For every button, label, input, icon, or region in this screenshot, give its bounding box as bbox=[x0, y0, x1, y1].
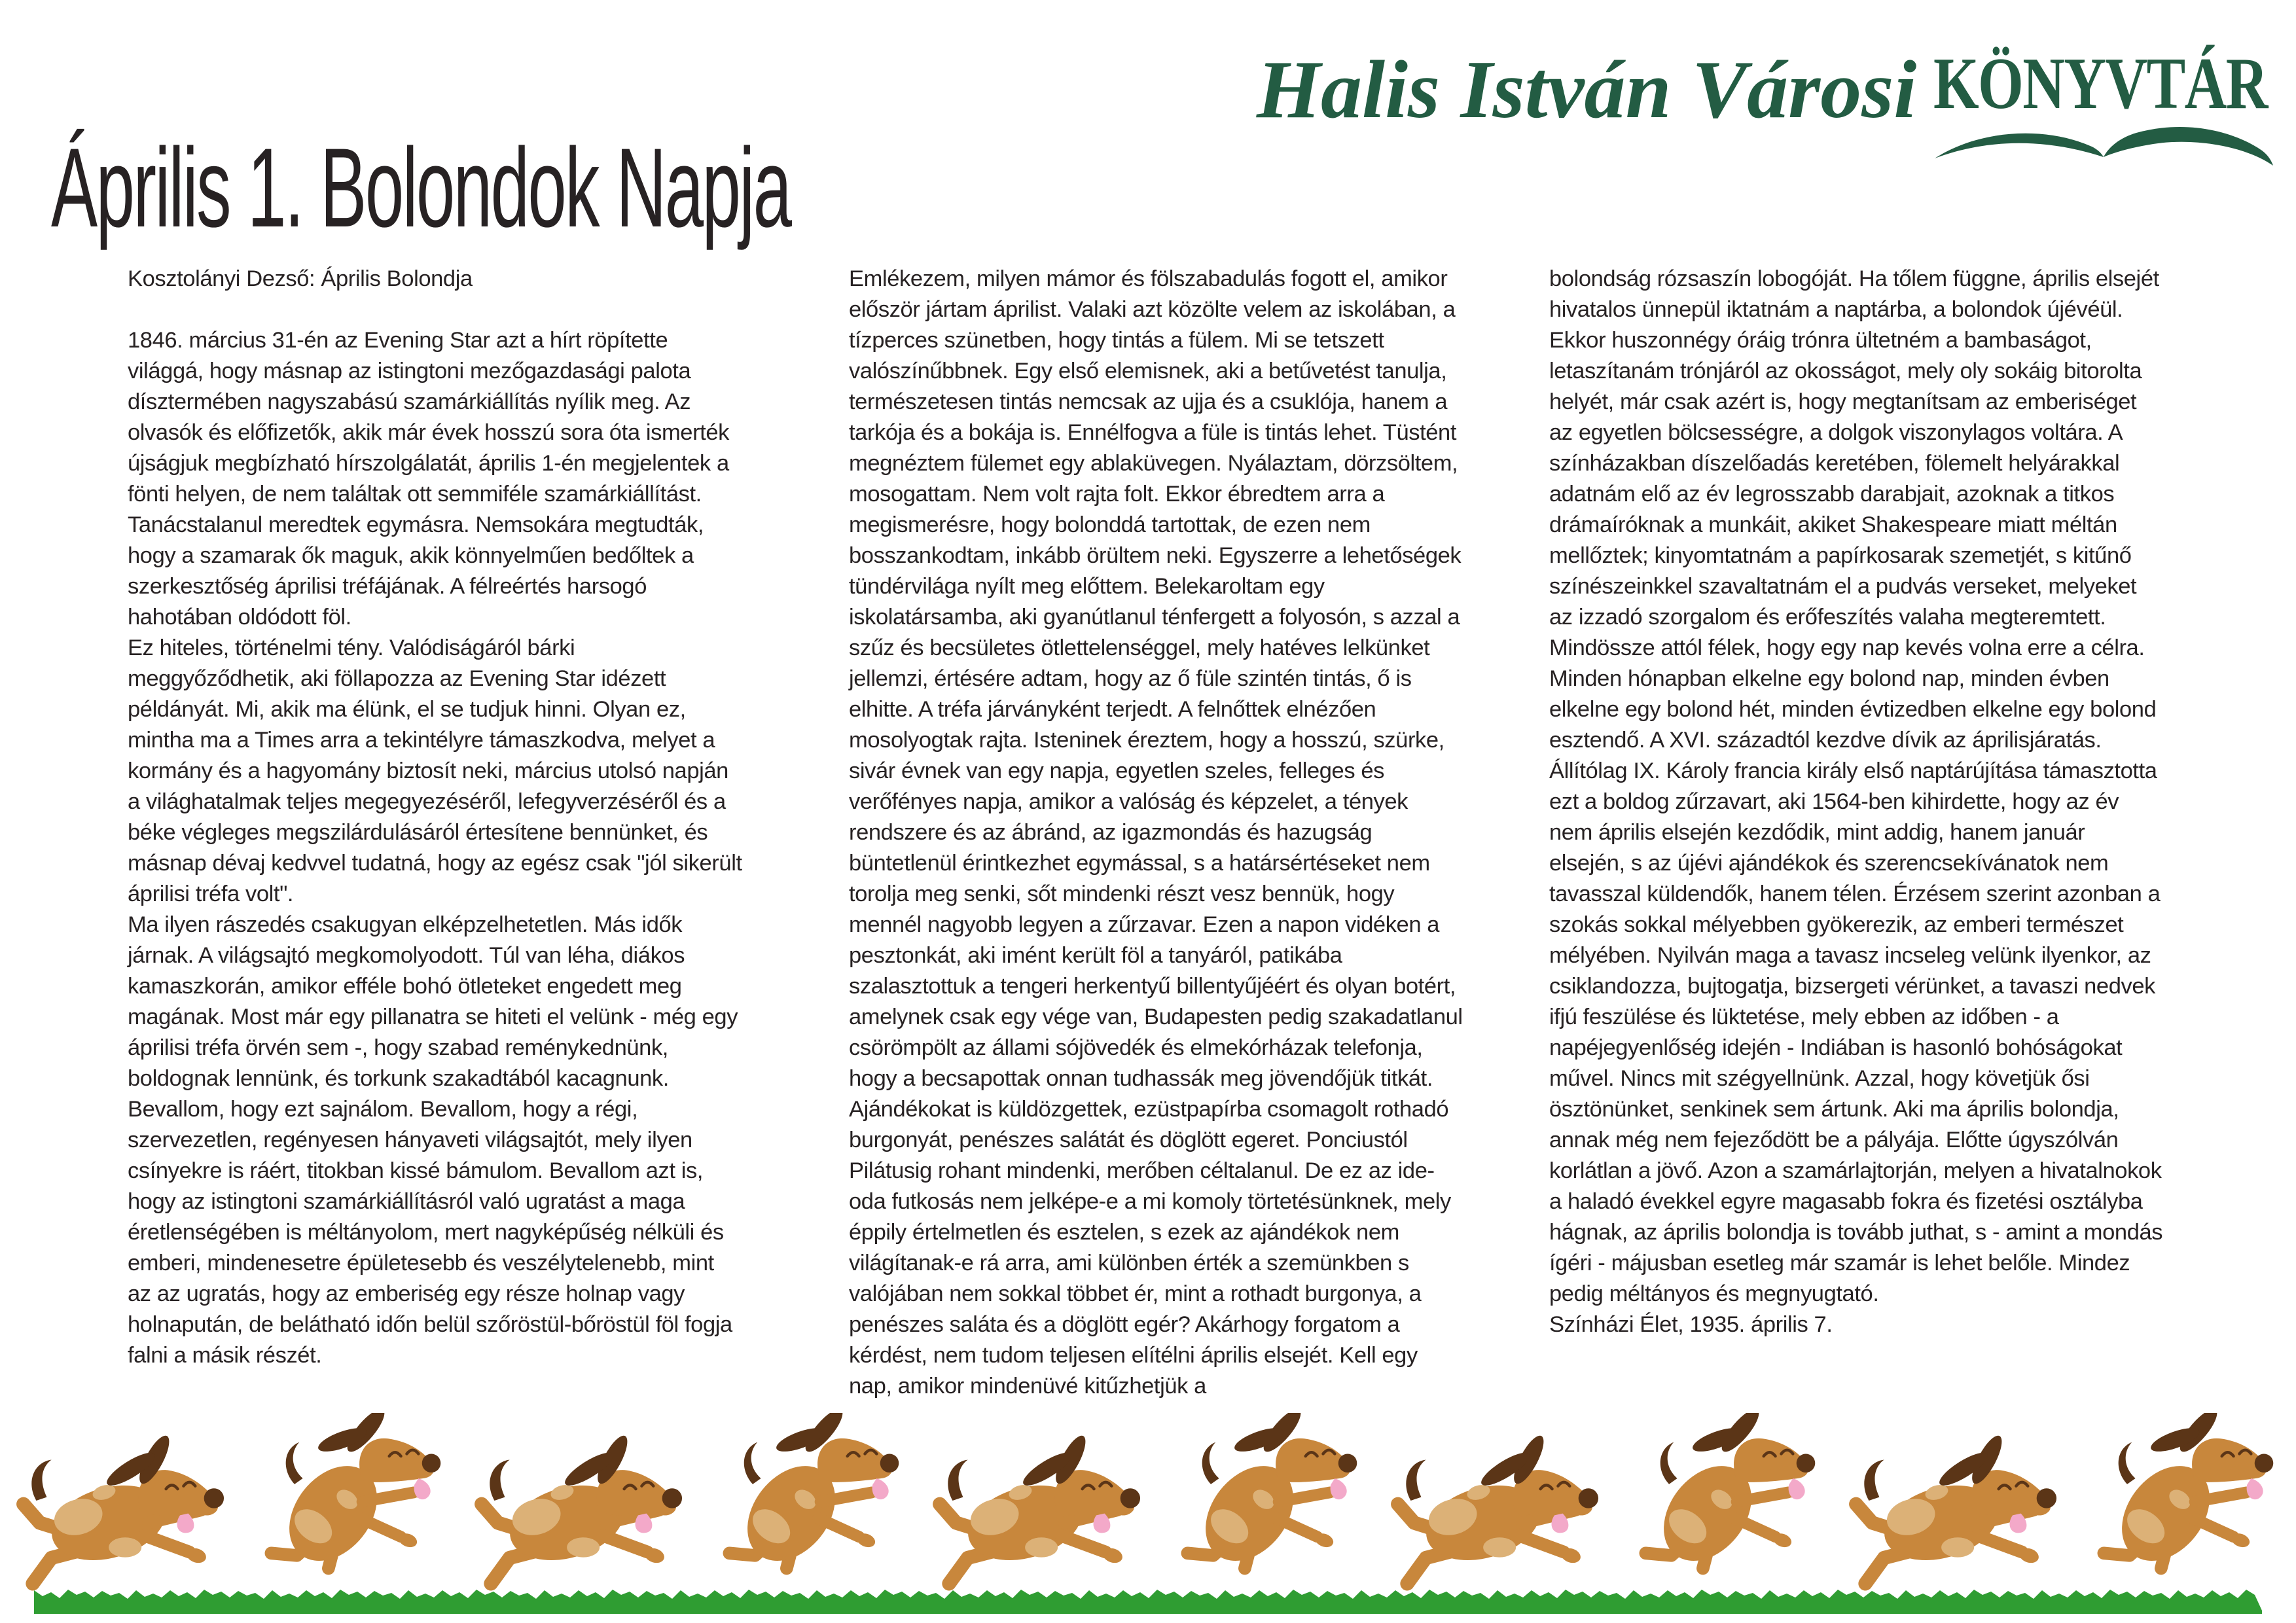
running-dog-stretched bbox=[1844, 1435, 2062, 1599]
running-dog-upright bbox=[699, 1413, 916, 1577]
text-column-3 bbox=[1549, 264, 2164, 1340]
article-paragraph: Ez hiteles, történelmi tény. Valódiságáról bárki meggyőződhetik, aki föllapozza az Evening Star idézett példányát. Mi, akik ma élünk, el se tudjuk hinni. Olyan ez, mintha ma a Times arra a tekintélyre támaszkodva, melyet a kormány és a hagyomány biztosít neki, március utolsó napján a világhatalmak teljes megegyezéséről, lefegyverzéséről és a béke végleges megszilárdulásáról értesítene bennünket, és másnap dévaj kedvvel tudatná, hogy az egész csak "jól sikerült áprilisi tréfa volt". bbox=[128, 635, 742, 906]
page-title: Április 1. Bolondok Napja bbox=[51, 125, 791, 251]
running-dog-upright bbox=[1615, 1413, 1833, 1577]
article-paragraph: Emlékezem, milyen mámor és fölszabadulás fogott el, amikor először jártam áprilist. Valaki azt közölte velem az iskolában, a tízperces szünetben, hogy tintás a fülem. Mi se tetszett valószínűbbnek. Egy első elemisnek, aki a betűvetést tanulja, természetesen tintás nemcsak az ujja és a csuklója, hanem a tarkója és a bokája is. Ennélfogva a füle is tintás lehet. Tüstént megnéztem fülemet egy ablaküvegen. Nyálaztam, dörzsöltem, mosogattam. Nem volt rajta folt. Ekkor ébredtem arra a megismerésre, hogy bolonddá tartottak, de ezen nem bosszankodtam, inkább örültem neki. Egyszerre a lehetőségek tündérvilága nyílt meg előttem. Belekaroltam egy iskolatársamba, aki gyanútlanul ténfergett a folyosón, s azzal a szűz és becsületes ötlettelenséggel, mely hatéves lelkünket jellemzi, értésére adtam, hogy az ő füle szintén tintás, ő is elhitte. A tréfa járványként terjedt. A felnőttek elnézően mosolyogtak rajta. Isteninek éreztem, hogy a hosszú, szürke, sivár évnek van egy napja, egyetlen szeles, felleges és verőfényes napja, amikor a valóság és képzelet, a tények rendszere és az ábránd, az igazmondás és hazugság büntetlenül érintkezhet egymással, s a határsértéseket nem torolja meg senki, sőt mindenki részt vesz bennük, hogy mennél nagyobb legyen a zűrzavar. Ezen a napon vidéken a pesztonkát, aki imént került föl a tanyáról, patikába szalasztottuk a tengeri herkentyű billentyűjéért és olyan botért, amelynek csak egy vége van, Budapesten pedig szakadatlanul csörömpölt az állami sójövedék és elmekórházak telefonja, hogy a becsapottak onnan tudhassák meg jövendőjük titkát. Ajándékokat is küldözgettek, ezüstpapírba csomagolt rothadó burgonyát, penészes salátát és döglött egeret. Ponciustól Pilátusig rohant mindenki, merőben céltalanul. De ez az ide-oda futkosás nem jelképe-e a mi komoly törtetésünknek, mely éppily értelmetlen és esztelen, s ezek az ajándékok nem világítanak-e rá arra, ami különben érték a szemünkben s valójában nem sokkal többet ér, mint a rothadt burgonya, a penészes saláta és a döglött egér? Akárhogy forgatom a kérdést, nem tudom teljesen elítélni április elsejét. Kell egy nap, amikor mindenüvé kitűzhetjük a bbox=[849, 266, 1463, 1399]
grass-strip bbox=[34, 1589, 2262, 1614]
running-dog-upright bbox=[241, 1413, 458, 1577]
library-logo bbox=[1257, 43, 2268, 166]
running-dog-upright bbox=[1157, 1413, 1374, 1577]
library-name-caps-block bbox=[1933, 43, 2296, 166]
article-paragraph: 1846. március 31-én az Evening Star azt a hírt röpítette világgá, hogy másnap az istingtoni mezőgazdasági palota dísztermében nagyszabású szamárkiállítás nyílik meg. Az olvasók és előfizetők, akik már évek hosszú sora óta ismerték újságjuk megbízható hírszolgálatát, április 1-én megjelentek a fönti helyen, de nem találtak ott semmiféle szamárkiállítást. Tanácstalanul meredtek egymásra. Nemsokára megtudták, hogy a szamarak ők maguk, akik könnyelműen bedőltek a szerkesztőség áprilisi tréfájának. A félreértés harsogó hahotában oldódott föl. bbox=[128, 328, 729, 630]
running-dog-stretched bbox=[1386, 1435, 1604, 1599]
article-paragraph: Ma ilyen rászedés csakugyan elképzelhetetlen. Más idők járnak. A világsajtó megkomolyodott. Túl van léha, diákos kamaszkorán, amikor efféle bohó ötleteket engedett meg magának. Most már egy pillanatra se hiteti el velünk - még egy áprilisi tréfa örvén sem -, hogy szabad reménykednünk, boldognak lennünk, és torkunk szakadtából kacagnunk. Bevallom, hogy ezt sajnálom. Bevallom, hogy a régi, szervezetlen, regényesen hányaveti világsajtót, mely ilyen csínyekre is ráért, titokban kissé bámulom. Bevallom azt is, hogy az istingtoni szamárkiállításról való ugratást a maga éretlenségében is méltányolom, mert nagyképűség nélküli és emberi, mindenesetre épületesebb és veszélytelenebb, mint az az ugratás, hogy az emberiség egy része holnap vagy holnapután, de belátható időn belül szőröstül-bőröstül föl fogja falni a másik részét. bbox=[128, 912, 738, 1368]
source-line: Színházi Élet, 1935. április 7. bbox=[1549, 1312, 1833, 1337]
running-dog-stretched bbox=[470, 1435, 687, 1599]
text-column-2 bbox=[849, 264, 1464, 1402]
running-dogs-border bbox=[0, 1404, 2296, 1600]
running-dog-upright bbox=[2073, 1413, 2291, 1577]
running-dog-stretched bbox=[12, 1435, 229, 1599]
article-paragraph: bolondság rózsaszín lobogóját. Ha tőlem függne, április elsejét hivatalos ünnepül iktatnám a naptárba, a bolondok újévéül. Ekkor huszonnégy óráig trónra ültetném a bambaságot, letaszítanám trónjáról az okosságot, mely oly sokáig bitorolta helyét, már csak azért is, hogy megtanítsam az emberiséget az egyetlen bölcsességre, a dolgok viszonylagos voltára. A színházakban díszelőadás keretében, fölemelt helyárakkal adatnám elő az év legrosszabb darabjait, azoknak a titkos drámaíróknak a munkáit, akiket Shakespeare miatt méltán mellőztek; kinyomtatnám a papírkosarak szemetjét, s kitűnő színészeinkkel szavaltatnám el a pudvás verseket, melyeket az izzadó szorgalom és erőfeszítés valaha megteremtett. Mindössze attól félek, hogy egy nap kevés volna erre a célra. Minden hónapban elkelne egy bolond nap, minden évben elkelne egy bolond hét, minden évtizedben elkelne egy bolond esztendő. A XVI. századtól kezdve dívik az áprilisjáratás. Állítólag IX. Károly francia király első naptárújítása támasztotta ezt a boldog zűrzavart, aki 1564-ben kihirdette, hogy az év nem április elsején kezdődik, mint addig, hanem január elsején, s az újévi ajándékok és szerencsekívánatok nem tavasszal küldendők, hanem télen. Érzésem szerint azonban a szokás sokkal mélyebben gyökerezik, az emberi természet mélyében. Nyilván maga a tavasz incseleg velünk ilyenkor, az csiklandozza, bujtogatja, bizsergeti vérünket, a tavaszi nedvek ifjú feszülése és lüktetése, mely ebben az időben - a napéjegyenlőség idején - Indiában is hasonló bohóságokat művel. Nincs mit szégyellnünk. Azzal, hogy követjük ősi ösztönünket, senkinek sem ártunk. Aki ma április bolondja, annak még nem fejeződött be a pályája. Előtte úgyszólván korlátlan a jövő. Azon a szamárlajtorján, melyen a hivatalnokok a haladó évekkel egyre magasabb fokra és fizetési osztályba hágnak, az április bolondja is tovább juthat, s - amint a mondás ígéri - májusban esetleg már szamár is lehet belőle. Mindez pedig méltányos és megnyugtató. bbox=[1549, 266, 2163, 1306]
library-name-script: Halis István Városi bbox=[1257, 45, 1917, 135]
library-name-caps: KÖNYVTÁR bbox=[1933, 43, 2268, 124]
article-byline: Kosztolányi Dezső: Április Bolondja bbox=[128, 266, 473, 291]
running-dog-stretched bbox=[928, 1435, 1145, 1599]
text-column-1 bbox=[128, 264, 743, 1371]
open-book-icon bbox=[1933, 124, 2274, 166]
